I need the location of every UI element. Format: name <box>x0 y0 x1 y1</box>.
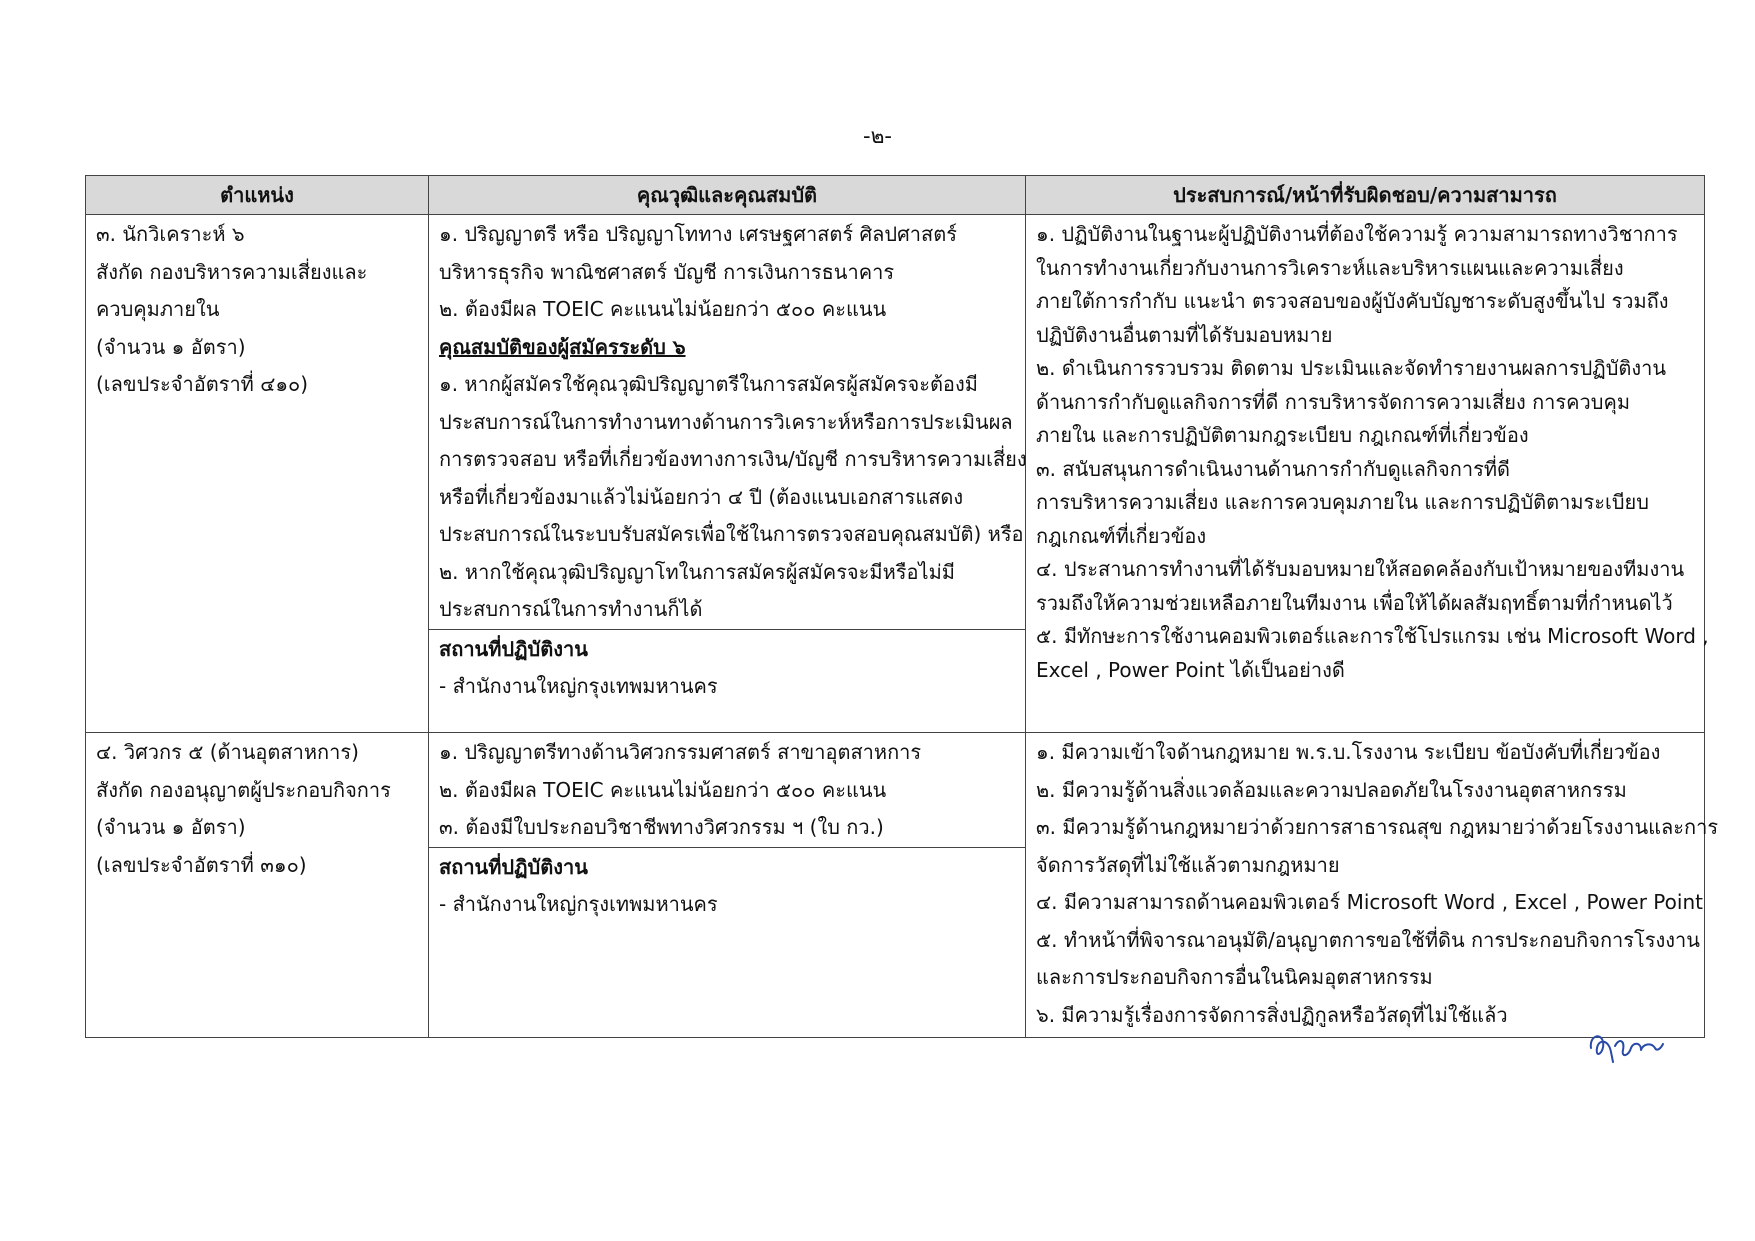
experience-line: การบริหารความเสี่ยง และการควบคุมภายใน และการปฏิบัติตามระเบียบ <box>1036 490 1649 514</box>
position-line: สังกัด กองอนุญาตผู้ประกอบกิจการ <box>96 777 391 802</box>
qualification-line: ประสบการณ์ในการทำงานก็ได้ <box>439 597 703 621</box>
workplace-value: - สำนักงานใหญ่กรุงเทพมหานคร <box>439 674 718 698</box>
qualification-line: ๒. หากใช้คุณวุฒิปริญญาโทในการสมัครผู้สมัครจะมีหรือไม่มี <box>439 559 955 584</box>
experience-line: Excel , Power Point ได้เป็นอย่างดี <box>1036 657 1345 682</box>
applicant-qualification-heading: คุณสมบัติของผู้สมัครระดับ ๖ <box>439 334 686 359</box>
position-line: สังกัด กองบริหารความเสี่ยงและ <box>96 259 368 284</box>
experience-line: ๖. มีความรู้เรื่องการจัดการสิ่งปฏิกูลหรือวัสดุที่ไม่ใช้แล้ว <box>1036 1002 1508 1027</box>
position-cell <box>86 733 429 1038</box>
qualification-line: ๒. ต้องมีผล TOEIC คะแนนไม่น้อยกว่า ๕๐๐ คะแนน <box>439 297 887 321</box>
page-number: -๒- <box>863 124 892 148</box>
experience-line: ภายใต้การกำกับ แนะนำ ตรวจสอบของผู้บังคับบัญชาระดับสูงขึ้นไป รวมถึง <box>1036 289 1669 313</box>
header-qualification: คุณวุฒิและคุณสมบัติ <box>429 176 1026 215</box>
experience-line: ๑. มีความเข้าใจด้านกฎหมาย พ.ร.บ.โรงงาน ระเบียบ ข้อบังคับที่เกี่ยวข้อง <box>1036 740 1661 764</box>
position-line: ๓. นักวิเคราะห์ ๖ <box>96 222 245 246</box>
experience-line: ๔. ประสานการทำงานที่ได้รับมอบหมายให้สอดคล้องกับเป้าหมายของทีมงาน <box>1036 557 1685 581</box>
position-line: ควบคุมภายใน <box>96 297 220 321</box>
workplace-title: สถานที่ปฏิบัติงาน <box>439 636 588 661</box>
workplace-value: - สำนักงานใหญ่กรุงเทพมหานคร <box>439 892 718 916</box>
experience-line: ๕. มีทักษะการใช้งานคอมพิวเตอร์และการใช้โปรแกรม เช่น Microsoft Word , <box>1036 624 1709 648</box>
qualification-line: ๑. ปริญญาตรีทางด้านวิศวกรรมศาสตร์ สาขาอุตสาหการ <box>439 740 922 764</box>
experience-line: จัดการวัสดุที่ไม่ใช้แล้วตามกฎหมาย <box>1036 852 1340 877</box>
qualification-line: ๑. ปริญญาตรี หรือ ปริญญาโททาง เศรษฐศาสตร์ ศิลปศาสตร์ <box>439 222 957 246</box>
workplace-box <box>429 847 1025 924</box>
position-cell <box>86 215 429 733</box>
job-table <box>85 175 1719 1038</box>
experience-line: ด้านการกำกับดูแลกิจการที่ดี การบริหารจัดการความเสี่ยง การควบคุม <box>1036 389 1631 414</box>
position-line: (จำนวน ๑ อัตรา) <box>96 815 246 839</box>
experience-line: ๔. มีความสามารถด้านคอมพิวเตอร์ Microsoft Word , Excel , Power Point <box>1036 890 1703 914</box>
qualification-line: ประสบการณ์ในระบบรับสมัครเพื่อใช้ในการตรวจสอบคุณสมบัติ) หรือ <box>439 522 1024 546</box>
experience-cell <box>1026 733 1719 1038</box>
experience-line: กฎเกณฑ์ที่เกี่ยวข้อง <box>1036 523 1207 548</box>
experience-line: และการประกอบกิจการอื่นในนิคมอุตสาหกรรม <box>1036 965 1433 989</box>
experience-cell <box>1026 215 1709 733</box>
qualification-line: หรือที่เกี่ยวข้องมาแล้วไม่น้อยกว่า ๔ ปี (ต้องแนบเอกสารแสดง <box>439 484 964 509</box>
table-row <box>86 215 1705 733</box>
experience-line: ปฏิบัติงานอื่นตามที่ได้รับมอบหมาย <box>1036 322 1333 347</box>
workplace-title: สถานที่ปฏิบัติงาน <box>439 854 588 879</box>
table-header-row <box>86 176 1705 215</box>
experience-line: ภายใน และการปฏิบัติตามกฎระเบียบ กฎเกณฑ์ที่เกี่ยวข้อง <box>1036 423 1529 447</box>
header-position: ตำแหน่ง <box>86 176 429 215</box>
qualification-line: ๓. ต้องมีใบประกอบวิชาชีพทางวิศวกรรม ฯ (ใบ กว.) <box>439 815 884 839</box>
qualification-line: ประสบการณ์ในการทำงานทางด้านการวิเคราะห์หรือการประเมินผล <box>439 409 1013 434</box>
header-experience: ประสบการณ์/หน้าที่รับผิดชอบ/ความสามารถ <box>1026 176 1705 215</box>
qualification-cell <box>429 215 1026 733</box>
qualification-cell <box>429 733 1026 1038</box>
workplace-box <box>429 629 1025 706</box>
qualification-line: ๑. หากผู้สมัครใช้คุณวุฒิปริญญาตรีในการสมัครผู้สมัครจะต้องมี <box>439 372 978 396</box>
experience-line: ๓. มีความรู้ด้านกฎหมายว่าด้วยการสาธารณสุข กฎหมายว่าด้วยโรงงานและการ <box>1036 815 1719 839</box>
experience-line: ๑. ปฏิบัติงานในฐานะผู้ปฏิบัติงานที่ต้องใช้ความรู้ ความสามารถทางวิชาการ <box>1036 222 1678 246</box>
table-row <box>86 733 1705 1038</box>
position-line: ๔. วิศวกร ๕ (ด้านอุตสาหการ) <box>96 740 359 764</box>
position-line: (เลขประจำอัตราที่ ๓๑๐) <box>96 852 307 877</box>
experience-line: ๕. ทำหน้าที่พิจารณาอนุมัติ/อนุญาตการขอใช้ที่ดิน การประกอบกิจการโรงงาน <box>1036 927 1700 952</box>
position-line: (เลขประจำอัตราที่ ๔๑๐) <box>96 372 309 396</box>
signature-mark <box>1585 1018 1665 1068</box>
experience-line: ๒. ดำเนินการรวบรวม ติดตาม ประเมินและจัดทำรายงานผลการปฏิบัติงาน <box>1036 356 1667 380</box>
experience-line: ในการทำงานเกี่ยวกับงานการวิเคราะห์และบริหารแผนและความเสี่ยง <box>1036 255 1624 280</box>
qualification-line: ๒. ต้องมีผล TOEIC คะแนนไม่น้อยกว่า ๕๐๐ คะแนน <box>439 777 887 802</box>
position-line: (จำนวน ๑ อัตรา) <box>96 334 246 359</box>
qualification-line: การตรวจสอบ หรือที่เกี่ยวข้องทางการเงิน/บัญชี การบริหารความเสี่ยง <box>439 447 1027 471</box>
qualification-line: บริหารธุรกิจ พาณิชศาสตร์ บัญชี การเงินการธนาคาร <box>439 259 895 284</box>
experience-line: รวมถึงให้ความช่วยเหลือภายในทีมงาน เพื่อให้ได้ผลสัมฤทธิ์ตามที่กำหนดไว้ <box>1036 590 1673 615</box>
experience-line: ๓. สนับสนุนการดำเนินงานด้านการกำกับดูแลกิจการที่ดี <box>1036 456 1510 481</box>
experience-line: ๒. มีความรู้ด้านสิ่งแวดล้อมและความปลอดภัยในโรงงานอุตสาหกรรม <box>1036 777 1627 802</box>
